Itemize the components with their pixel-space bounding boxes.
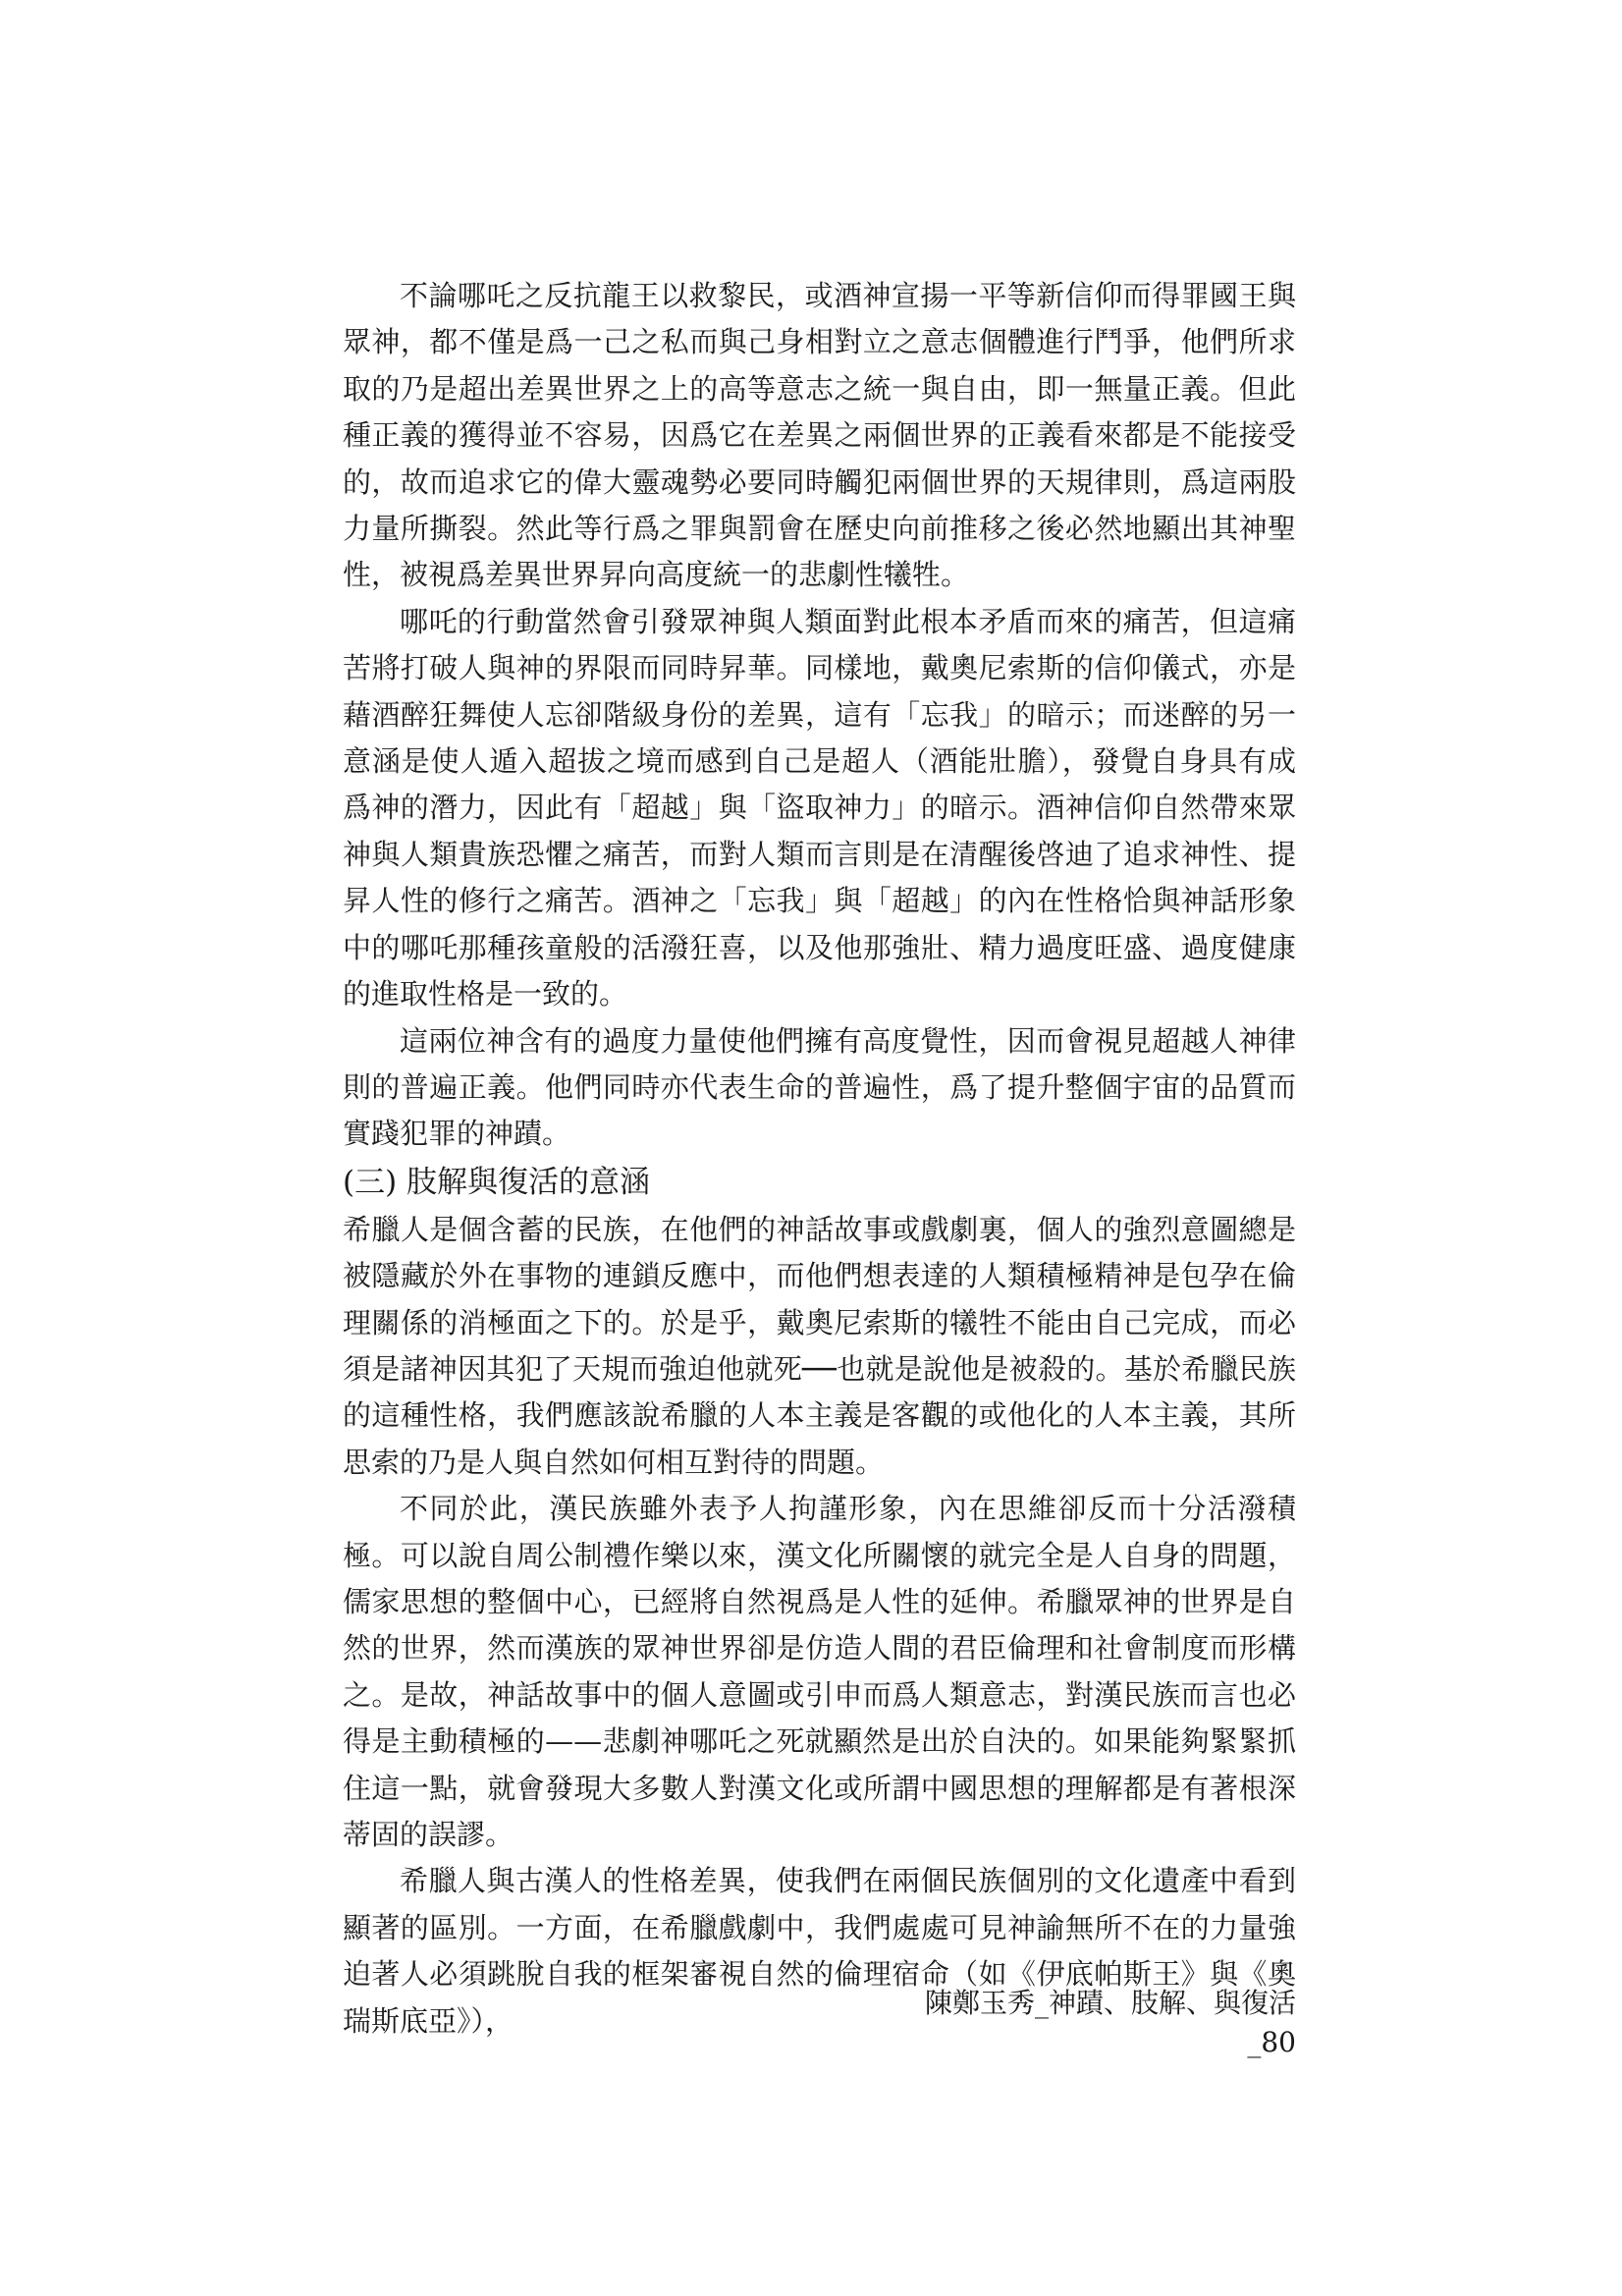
page-footer: 陳鄭玉秀_神蹟、肢解、與復活_80 [924, 1987, 1296, 2058]
paragraph: 這兩位神含有的過度力量使他們擁有高度覺性，因而會視見超越人神律則的普遍正義。他們同時亦代表生命的普遍性，爲了提升整個宇宙的品質而實踐犯罪的神蹟。 [343, 1023, 1296, 1151]
paragraph: 哪吒的行動當然會引發眾神與人類面對此根本矛盾而來的痛苦，但這痛苦將打破人與神的界限而同時昇華。同樣地，戴奧尼索斯的信仰儀式，亦是藉酒醉狂舞使人忘卻階級身份的差異，這有「忘我」的暗示；而迷醉的另一意涵是使人遁入超拔之境而感到自己是超人（酒能壯膽），發覺自身具有成爲神的潛力，因此有「超越」與「盜取神力」的暗示。酒神信仰自然帶來眾神與人類貴族恐懼之痛苦，而對人類而言則是在清醒後啓迪了追求神性、提昇人性的修行之痛苦。酒神之「忘我」與「超越」的內在性格恰與神話形象中的哪吒那種孩童般的活潑狂喜，以及他那強壯、精力過度旺盛、過度健康的進取性格是一致的。 [343, 604, 1296, 1011]
paragraph: 不同於此，漢民族雖外表予人拘謹形象，內在思維卻反而十分活潑積極。可以說自周公制禮作樂以來，漢文化所關懷的就完全是人自身的問題，儒家思想的整個中心，已經將自然視爲是人性的延伸。希臘眾神的世界是自然的世界，然而漢族的眾神世界卻是仿造人間的君臣倫理和社會制度而形構之。是故，神話故事中的個人意圖或引申而爲人類意志，對漢民族而言也必得是主動積極的——悲劇神哪吒之死就顯然是出於自決的。如果能夠緊緊抓住這一點，就會發現大多數人對漢文化或所謂中國思想的理解都是有著根深蒂固的誤謬。 [343, 1492, 1296, 1851]
paragraph: 希臘人與古漢人的性格差異，使我們在兩個民族個別的文化遺產中看到顯著的區別。一方面，在希臘戲劇中，我們處處可見神諭無所不在的力量強迫著人必須跳脫自我的框架審視自然的倫理宿命（如《伊底帕斯王》與《奧瑞斯底亞》）， [343, 1864, 1296, 2038]
section-heading: (三) 肢解與復活的意涵 [343, 1164, 651, 1200]
paragraph: 希臘人是個含蓄的民族，在他們的神話故事或戲劇裏，個人的強烈意圖總是被隱藏於外在事物的連鎖反應中，而他們想表達的人類積極精神是包孕在倫理關係的消極面之下的。於是乎，戴奧尼索斯的犧牲不能由自己完成，而必須是諸神因其犯了天規而強迫他就死──也就是說他是被殺的。基於希臘民族的這種性格，我們應該說希臘的人本主義是客觀的或他化的人本主義，其所思索的乃是人與自然如何相互對待的問題。 [343, 1212, 1296, 1479]
page-body [343, 273, 1296, 2045]
paragraph: 不論哪吒之反抗龍王以救黎民，或酒神宣揚一平等新信仰而得罪國王與眾神，都不僅是爲一己之私而與己身相對立之意志個體進行鬥爭，他們所求取的乃是超出差異世界之上的高等意志之統一與自由，即一無量正義。但此種正義的獲得並不容易，因爲它在差異之兩個世界的正義看來都是不能接受的，故而追求它的偉大靈魂勢必要同時觸犯兩個世界的天規律則，爲這兩股力量所撕裂。然此等行爲之罪與罰會在歷史向前推移之後必然地顯出其神聖性，被視爲差異世界昇向高度統一的悲劇性犧牲。 [343, 279, 1296, 592]
